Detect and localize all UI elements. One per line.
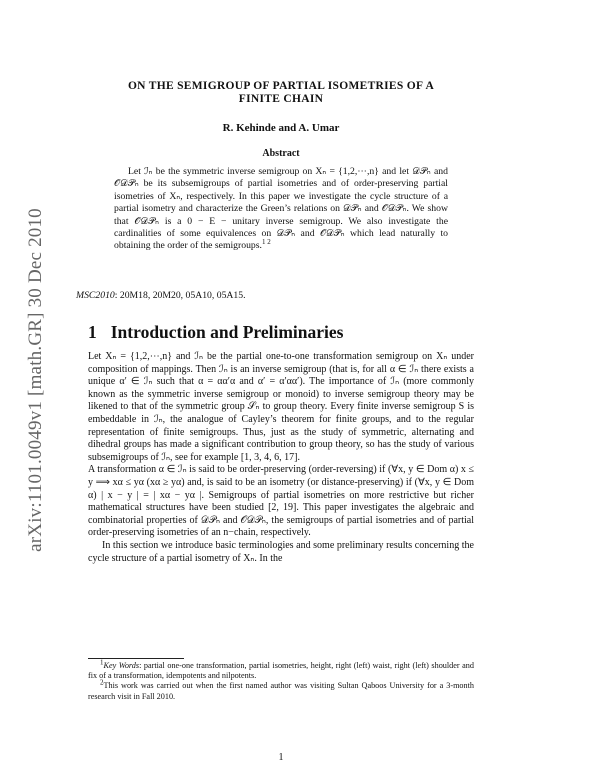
msc-classification xyxy=(76,290,476,301)
footnotes xyxy=(88,658,474,702)
footnote-1-label: Key Words xyxy=(103,661,140,670)
title-line-1: ON THE SEMIGROUP OF PARTIAL ISOMETRIES OF A xyxy=(127,80,435,92)
msc-label: MSC2010 xyxy=(76,290,115,301)
footnote-2-text: This work was carried out when the first named author was visiting Sultan Qaboos University for a 3-month research visit in Fall 2010. xyxy=(88,681,474,701)
section-title: Introduction and Preliminaries xyxy=(110,322,344,342)
footnote-1 xyxy=(88,658,474,681)
footnote-2 xyxy=(88,678,474,701)
authors: R. Kehinde and A. Umar xyxy=(222,122,340,134)
paper-title xyxy=(88,80,474,106)
paragraph-3: In this section we introduce basic terminologies and some preliminary results concerning the cycle structure of a partial isometry of Xₙ. In the xyxy=(88,539,474,564)
abstract-body xyxy=(114,166,448,253)
page-number: 1 xyxy=(278,752,284,763)
section-number: 1 xyxy=(88,322,97,342)
abstract-footnote-marks: 1 2 xyxy=(261,238,271,247)
msc-codes: : 20M18, 20M20, 05A10, 05A15. xyxy=(114,290,246,301)
paragraph-2: A transformation α ∈ ℐₙ is said to be order-preserving (order-reversing) if (∀x, y ∈ Dom α) x ≤ y ⟹ xα ≤ yα (xα ≥ yα) and, is said to be an isometry (or distance-preserving) if (∀x, y ∈ Dom α) | x − y | = | xα − yα |. Semigroups of partial isometries on more restrictive but richer mathematical structures have been studied [2, 19]. This paper investigates the algebraic and combinatorial properties of 𝒟𝒫ₙ and 𝒪𝒟𝒫ₙ, the semigroups of partial isometries and of partial order-preserving isometries of an n−chain, respectively. xyxy=(88,464,474,539)
abstract-heading: Abstract xyxy=(262,148,300,159)
section-body xyxy=(88,351,474,565)
footnote-2-mark: 2 xyxy=(100,678,104,687)
paragraph-1: Let Xₙ = {1,2,⋯,n} and ℐₙ be the partial one-to-one transformation semigroup on Xₙ under composition of mappings. Then ℐₙ is an inverse semigroup (that is, for all α ∈ ℐₙ there exists a unique α′ ∈ ℐₙ such that α = αα′α and α′ = α′αα′). The importance of ℐₙ (more commonly known as the symmetric inverse semigroup or monoid) to inverse semigroup theory may be likened to that of the symmetric group 𝒮ₙ to group theory. Every finite inverse semigroup S is embeddable in ℐₙ, the analogue of Cayley’s theorem for finite groups, and to the regular representation of finite semigroups. Thus, just as the study of symmetric, alternating and dihedral groups has made a significant contribution to group theory, so has the study of various subsemigroups of ℐₙ, see for example [1, 3, 4, 6, 17]. xyxy=(88,351,474,463)
arxiv-id-text: arXiv:1101.0049v1 [math.GR] 30 Dec 2010 xyxy=(25,208,46,552)
footnote-1-text: : partial one-one transformation, partial isometries, height, right (left) waist, right (left) shoulder and fix of a transformation, idempotents and nilpotents. xyxy=(88,661,474,681)
footnote-1-mark: 1 xyxy=(100,658,104,667)
arxiv-identifier xyxy=(16,170,56,590)
section-heading xyxy=(88,322,343,343)
title-line-2: FINITE CHAIN xyxy=(238,93,324,105)
abstract-text: Let ℐₙ be the symmetric inverse semigroup on Xₙ = {1,2,⋯,n} and let 𝒟𝒫ₙ and 𝒪𝒟𝒫ₙ be its subsemigroups of partial isometries and of order-preserving partial isometries of Xₙ, respectively. In this paper we investigate the cycle structure of a partial isometry and characterize the Green’s relations on 𝒟𝒫ₙ and 𝒪𝒟𝒫ₙ. We show that 𝒪𝒟𝒫ₙ is a 0 − E − unitary inverse semigroup. We also investigate the cardinalities of some equivalences on 𝒟𝒫ₙ and 𝒪𝒟𝒫ₙ which lead naturally to obtaining the order of the semigroups. xyxy=(114,166,448,252)
